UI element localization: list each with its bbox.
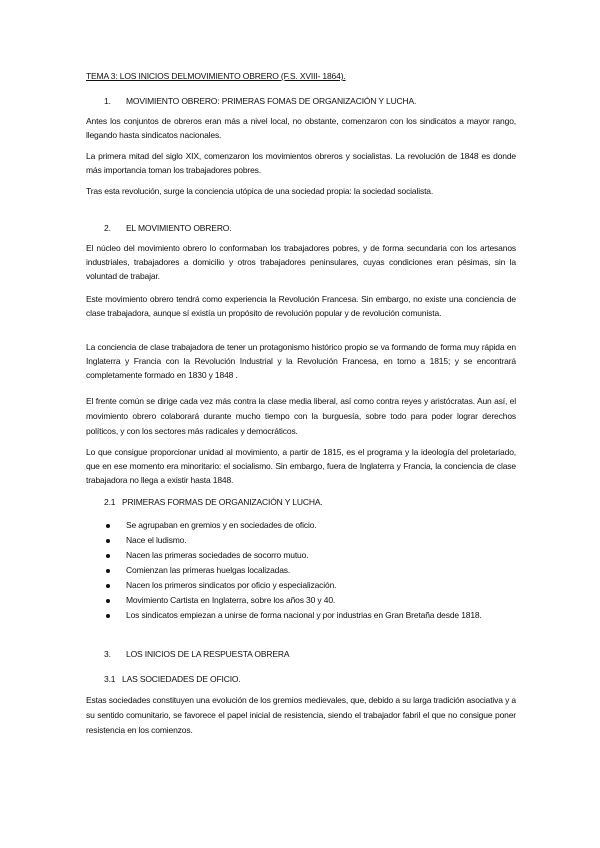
list-item: Nacen las primeras sociedades de socorro mutuo. bbox=[104, 548, 534, 563]
section-number: 3.1 bbox=[104, 674, 116, 684]
paragraph: La primera mitad del siglo XIX, comenzaron los movimientos obreros y socialistas. La revolución de 1848 es donde más importancia toman los trabajadores pobres. bbox=[86, 151, 516, 175]
list-item: Comienzan las primeras huelgas localizadas. bbox=[104, 563, 534, 578]
section-number: 1. bbox=[104, 96, 111, 106]
section-number: 2. bbox=[104, 223, 111, 233]
section-heading-text: LAS SOCIEDADES DE OFICIO. bbox=[122, 674, 241, 684]
list-item: Nacen los primeros sindicatos por oficio y especialización. bbox=[104, 578, 534, 593]
paragraph: Estas sociedades constituyen una evolución de los gremios medievales, que, debido a su larga tradición asociativa y a su sentido comunitario, se favorece el papel inicial de resistencia, siendo el trabajador fabril el que no consigue poner resistencia en los comienzos. bbox=[86, 695, 516, 735]
section-number: 3. bbox=[104, 649, 111, 659]
list-item: Nace el ludismo. bbox=[104, 533, 534, 548]
section-heading-text: EL MOVIMIENTO OBRERO. bbox=[126, 223, 232, 233]
paragraph: El núcleo del movimiento obrero lo conformaban los trabajadores pobres, y de forma secundaria con los artesanos industriales, trabajadores a domicilio y otros trabajadores peninsulares, cuyas condiciones eran pésimas, sin la voluntad de trabajar. bbox=[86, 243, 516, 281]
section-number: 2.1 bbox=[104, 497, 116, 507]
section-heading-3-1 bbox=[104, 672, 524, 686]
paragraph: Antes los conjuntos de obreros eran más a nivel local, no obstante, comenzaron con los sindicatos a mayor rango, llegando hasta sindicatos nacionales. bbox=[86, 116, 516, 140]
list-item: Se agrupaban en gremios y en sociedades de oficio. bbox=[104, 518, 534, 533]
document-title: TEMA 3: LOS INICIOS DELMOVIMIENTO OBRERO (F.S. XVIII- 1864). bbox=[86, 71, 346, 81]
paragraph: Lo que consigue proporcionar unidad al movimiento, a partir de 1815, es el programa y la ideología del proletariado, que en ese momento era minoritario: el socialismo. Sin embargo, fuera de Inglaterra y Francia, la conciencia de clase trabajadora no llega a existir hasta 1848. bbox=[86, 447, 516, 485]
section-heading-1 bbox=[104, 94, 524, 108]
section-heading-text: LOS INICIOS DE LA RESPUESTA OBRERA bbox=[126, 649, 290, 659]
paragraph: Tras esta revolución, surge la conciencia utópica de una sociedad propia: la sociedad socialista. bbox=[86, 186, 434, 196]
bullet-list bbox=[104, 518, 534, 623]
list-item: Movimiento Cartista en Inglaterra, sobre los años 30 y 40. bbox=[104, 593, 534, 608]
section-heading-3 bbox=[104, 647, 524, 661]
section-heading-text: MOVIMIENTO OBRERO: PRIMERAS FOMAS DE ORGANIZACIÓN Y LUCHA. bbox=[126, 96, 417, 106]
section-heading-2-1 bbox=[104, 495, 524, 509]
paragraph: Este movimiento obrero tendrá como experiencia la Revolución Francesa. Sin embargo, no existe una conciencia de clase trabajadora, aunque sí existía un propósito de revolución popular y de revolución comunista. bbox=[86, 294, 516, 318]
section-heading-text: PRIMERAS FORMAS DE ORGANIZACIÓN Y LUCHA. bbox=[122, 497, 323, 507]
list-item: Los sindicatos empiezan a unirse de forma nacional y por industrias en Gran Bretaña desde 1818. bbox=[104, 608, 534, 623]
paragraph: La conciencia de clase trabajadora de tener un protagonismo histórico propio se va formando de forma muy rápida en Inglaterra y Francia con la Revolución Industrial y la Revolución Francesa, en torno a 1815; y se encontrará completamente formado en 1830 y 1848 . bbox=[86, 342, 516, 380]
section-heading-2 bbox=[104, 221, 524, 235]
paragraph: El frente común se dirige cada vez más contra la clase media liberal, así como contra reyes y aristócratas. Aun así, el movimiento obrero colaborará durante mucho tiempo con la burguesía, sobre todo para poder lograr derechos políticos, y con los sectores más radicales y democráticos. bbox=[86, 396, 516, 436]
